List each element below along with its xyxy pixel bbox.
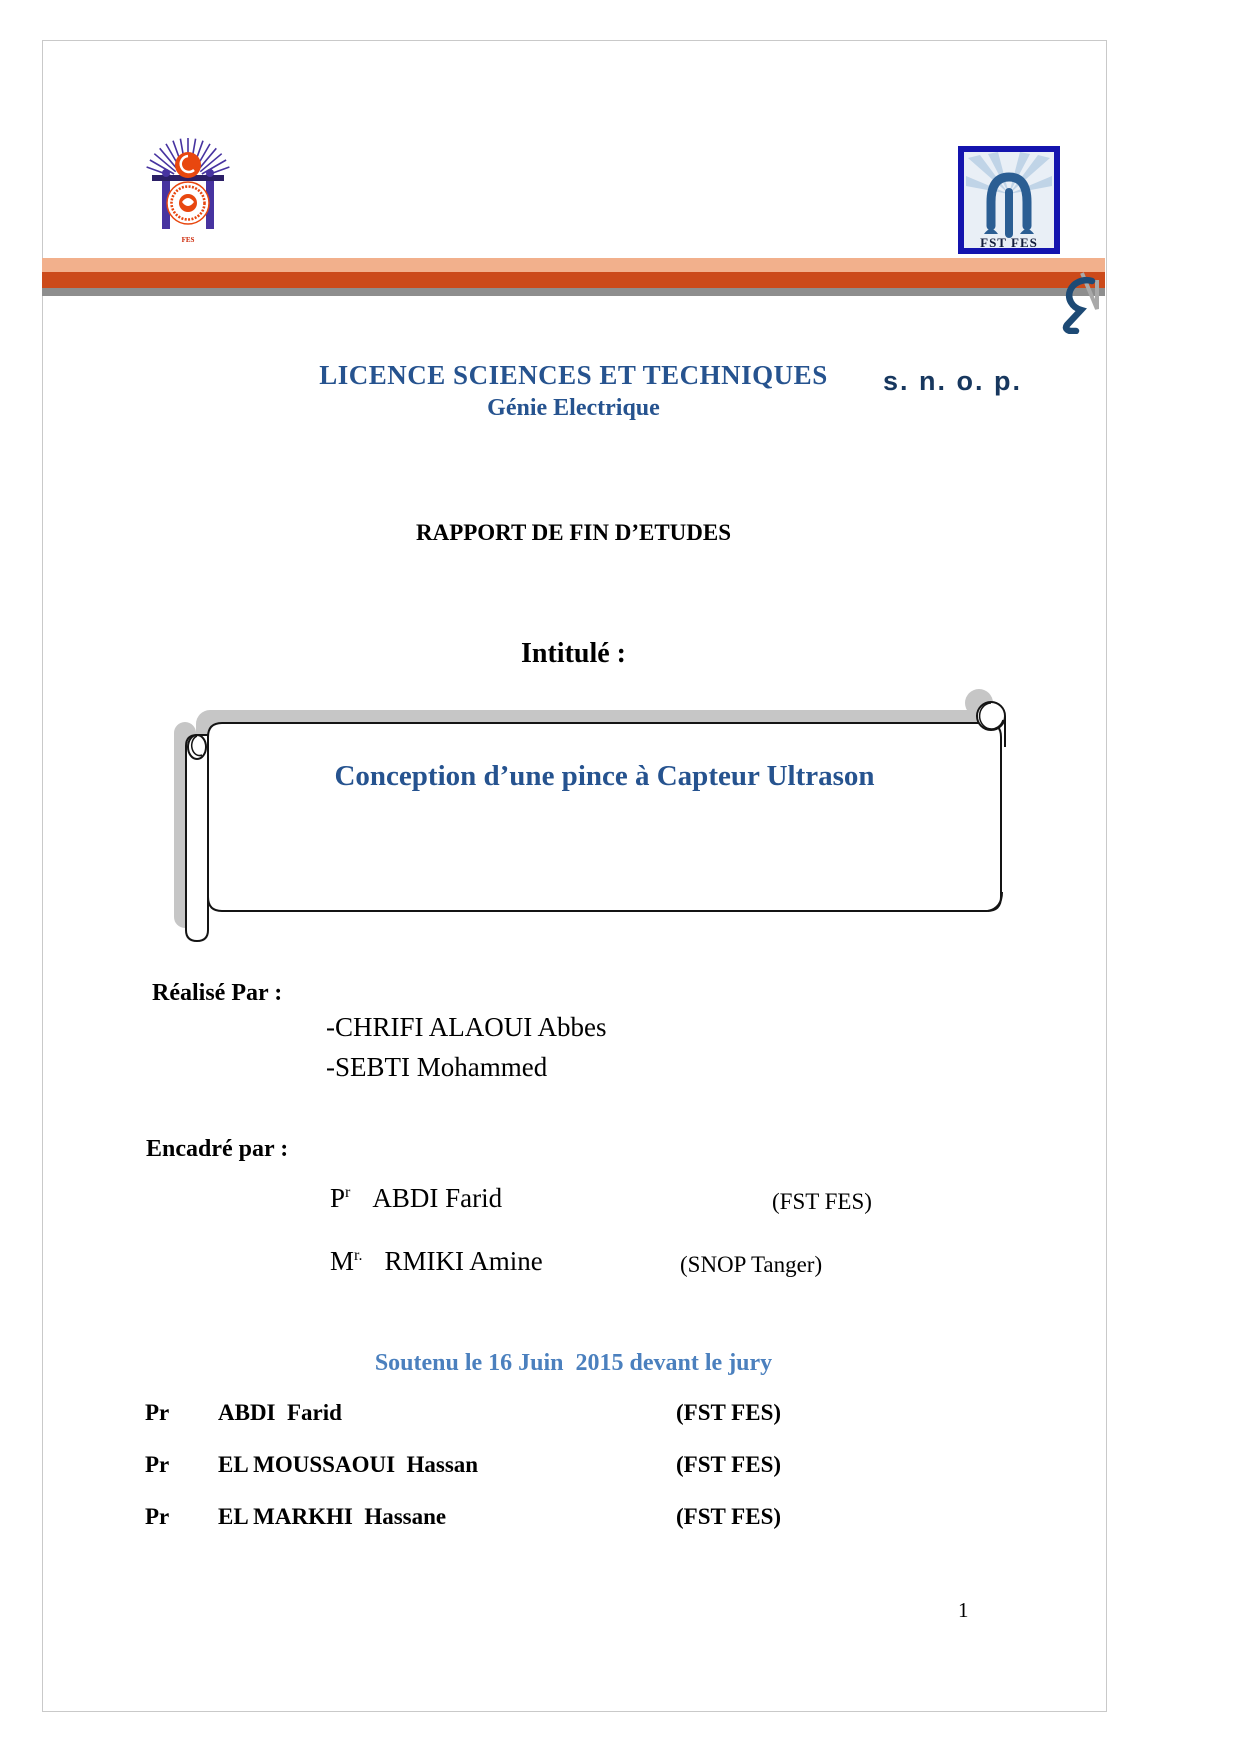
title-label: Intitulé : (521, 638, 626, 669)
supervisor-row (330, 1183, 502, 1214)
university-emblem-logo (140, 126, 236, 246)
jury-member-title: Pr (145, 1452, 170, 1477)
fst-fes-logo (958, 146, 1060, 254)
author-name: -SEBTI Mohammed (326, 1052, 548, 1082)
supervisor-title: $P^r$ (330, 1183, 351, 1213)
jury-member-affiliation: (FST FES) (676, 1400, 782, 1425)
supervisors-label: Encadré par : (146, 1136, 289, 1162)
report-main-title: Conception d’une pince à Capteur Ultrason (334, 760, 875, 792)
supervisor-row (330, 1246, 543, 1277)
supervisor-affiliation: (FST FES) (772, 1189, 872, 1214)
jury-member-name: ABDI Farid (218, 1400, 342, 1425)
jury-member-title: Pr (145, 1504, 170, 1529)
supervisor-name: RMIKI Amine (384, 1246, 543, 1276)
snop-monogram-logo (1038, 268, 1100, 334)
report-type-heading: RAPPORT DE FIN D’ETUDES (415, 520, 732, 545)
supervisor-affiliation: (SNOP Tanger) (680, 1252, 823, 1277)
scroll-banner-body (186, 702, 1005, 941)
jury-member-name: EL MARKHI Hassane (218, 1504, 447, 1529)
authors-label: Réalisé Par : (152, 980, 283, 1006)
jury-member-affiliation: (FST FES) (676, 1452, 782, 1477)
fst-logo-label: FST FES (980, 235, 1038, 250)
author-name: -CHRIFI ALAOUI Abbes (326, 1012, 607, 1042)
bar-stripe-gray (42, 288, 1105, 296)
supervisor-title: $M^{r.}$ (330, 1246, 363, 1276)
jury-member-name: EL MOUSSAOUI Hassan (218, 1452, 479, 1477)
tricolor-separator-bar (42, 258, 1105, 296)
page-number: 1 (958, 1598, 969, 1622)
defense-heading: Soutenu le 16 Juin 2015 devant le jury (374, 1350, 773, 1376)
jury-member-affiliation: (FST FES) (676, 1504, 782, 1529)
program-subtitle: Génie Electrique (487, 395, 660, 421)
snop-wordmark: s. n. o. p. (883, 366, 1023, 396)
emblem-center-medallion (175, 152, 201, 178)
bar-stripe-orange (42, 272, 1105, 288)
supervisor-name: ABDI Farid (372, 1183, 503, 1213)
jury-member-title: Pr (145, 1400, 170, 1425)
program-title: LICENCE SCIENCES ET TECHNIQUES (319, 360, 828, 390)
emblem-caption: FES (181, 236, 195, 244)
bar-stripe-salmon (42, 258, 1105, 272)
